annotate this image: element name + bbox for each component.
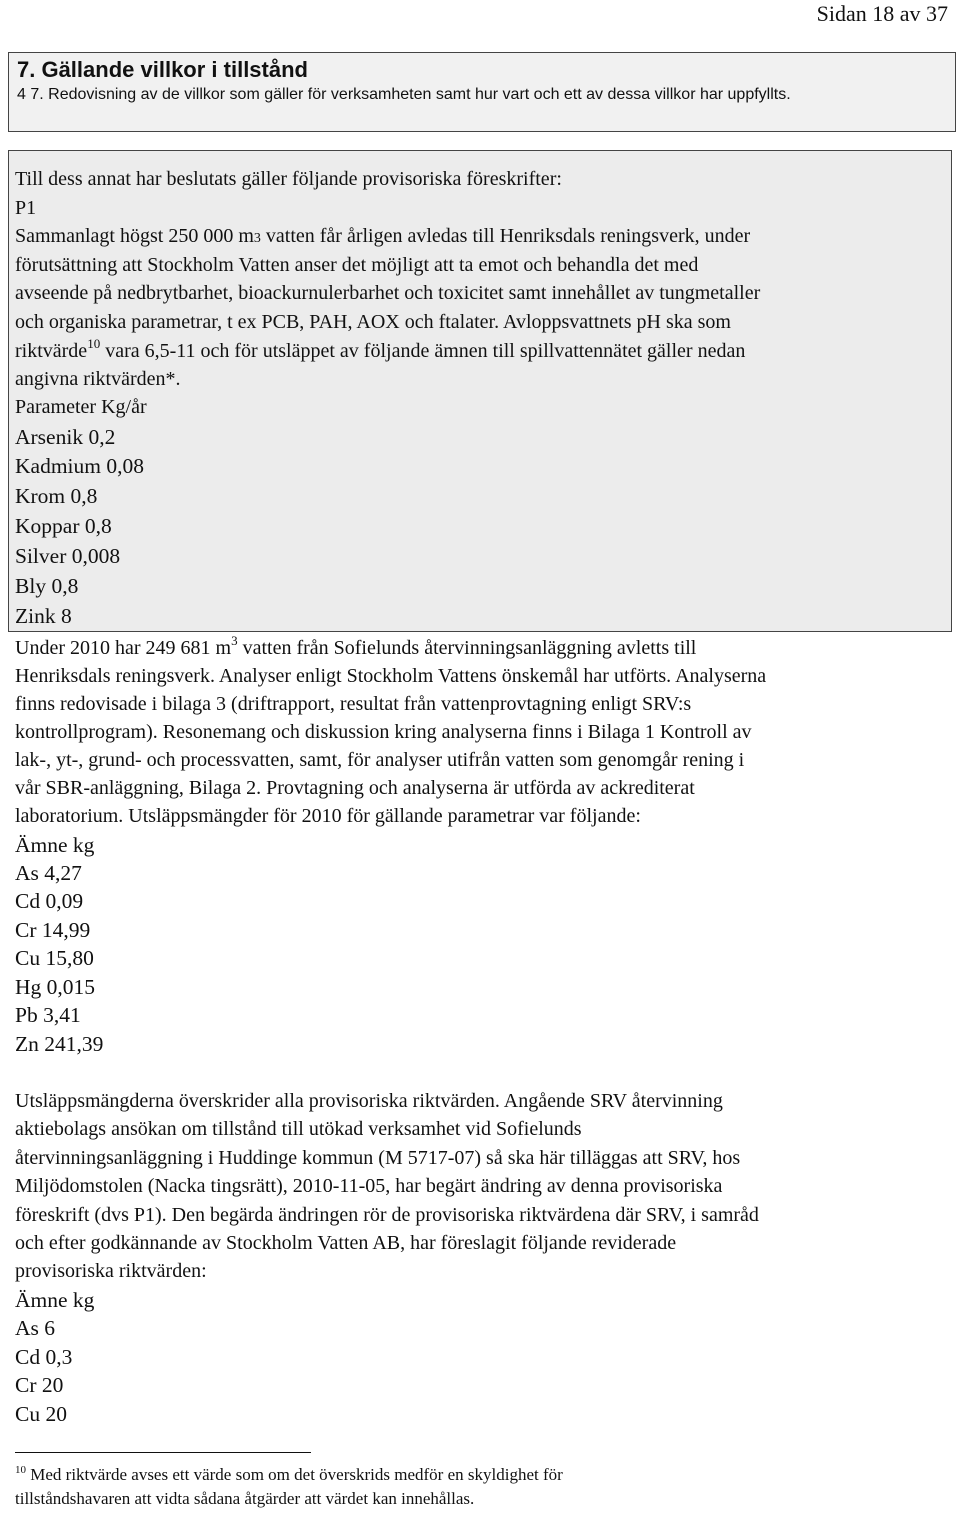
condition-line: riktvärde$^{10}$ vara 6,5-11 och för utsläppet av följande ämnen till spillvattennätet gäller nedan bbox=[15, 336, 746, 362]
body-line: aktiebolags ansökan om tillstånd till utökad verksamhet vid Sofielunds bbox=[15, 1118, 582, 1140]
condition-label: P1 bbox=[15, 197, 37, 219]
revised-row: Cu 20 bbox=[15, 1402, 67, 1426]
emission-row: Cu 15,80 bbox=[15, 946, 94, 970]
parameter-table-header: Parameter Kg/år bbox=[15, 396, 147, 418]
body-line: och efter godkännande av Stockholm Vatten AB, har föreslagit följande reviderade bbox=[15, 1232, 677, 1254]
emission-row: Cr 14,99 bbox=[15, 918, 91, 942]
emission-row: Pb 3,41 bbox=[15, 1003, 81, 1027]
section-title: 7. Gällande villkor i tillstånd bbox=[17, 57, 308, 82]
parameter-row: Silver 0,008 bbox=[15, 544, 121, 568]
body-line: Miljödomstolen (Nacka tingsrätt), 2010-11-05, har begärt ändring av denna provisoriska bbox=[15, 1175, 723, 1197]
condition-line: avseende på nedbrytbarhet, bioackurnulerbarhet och toxicitet samt innehållet av tungmetaller bbox=[15, 282, 761, 304]
body-line: vår SBR-anläggning, Bilaga 2. Provtagning och analyserna är utförda av ackrediterat bbox=[15, 777, 695, 799]
revised-header: Ämne kg bbox=[15, 1288, 95, 1312]
condition-line: angivna riktvärden*. bbox=[15, 368, 181, 390]
condition-line: förutsättning att Stockholm Vatten anser det möjligt att ta emot och behandla det med bbox=[15, 254, 699, 276]
parameter-row: Koppar 0,8 bbox=[15, 514, 112, 538]
conditions-intro: Till dess annat har beslutats gäller följande provisoriska föreskrifter: bbox=[15, 168, 562, 190]
body-line: provisoriska riktvärden: bbox=[15, 1260, 207, 1282]
body-line: kontrollprogram). Resonemang och diskussion kring analyserna finns i Bilaga 1 Kontroll av bbox=[15, 721, 752, 743]
emission-row: Hg 0,015 bbox=[15, 975, 96, 999]
revised-row: Cr 20 bbox=[15, 1373, 64, 1397]
body-line: laboratorium. Utsläppsmängder för 2010 för gällande parametrar var följande: bbox=[15, 805, 641, 827]
body-line: återvinningsanläggning i Huddinge kommun (M 5717-07) så ska här tilläggas att SRV, hos bbox=[15, 1147, 741, 1169]
footnote-number: 10 bbox=[15, 1464, 26, 1476]
emission-row: Zn 241,39 bbox=[15, 1032, 104, 1056]
parameter-row: Zink 8 bbox=[15, 604, 72, 628]
emissions-header: Ämne kg bbox=[15, 833, 95, 857]
page-number: Sidan 18 av 37 bbox=[816, 1, 948, 26]
body-line: föreskrift (dvs P1). Den begärda ändringen rör de provisoriska riktvärdena där SRV, i samråd bbox=[15, 1204, 759, 1226]
body-line: finns redovisade i bilaga 3 (driftrapport, resultat från vattenprovtagning enligt SRV:s bbox=[15, 693, 692, 715]
section-subtitle: 4 7. Redovisning av de villkor som gäller för verksamheten samt hur vart och ett av dessa villkor har uppfyllts. bbox=[17, 86, 791, 103]
emission-row: Cd 0,09 bbox=[15, 889, 84, 913]
body-line: lak-, yt-, grund- och processvatten, samt, för analyser utifrån vatten som genomgår rening i bbox=[15, 749, 745, 771]
body-line: Under 2010 har 249 681 $m^3$ vatten från Sofielunds återvinningsanläggning avletts till bbox=[15, 633, 697, 659]
condition-line: Sammanlagt högst 250 000 m3 vatten får årligen avledas till Henriksdals reningsverk, under bbox=[15, 225, 751, 247]
revised-row: As 6 bbox=[15, 1316, 56, 1340]
parameter-row: Arsenik 0,2 bbox=[15, 425, 116, 449]
parameter-row: Kadmium 0,08 bbox=[15, 454, 144, 478]
emission-row: As 4,27 bbox=[15, 861, 82, 885]
footnote-line: tillståndshavaren att vidta sådana åtgärder att värdet kan innehållas. bbox=[15, 1489, 475, 1508]
footnote-ref: 10 bbox=[87, 336, 101, 351]
footnote-separator bbox=[15, 1452, 311, 1453]
parameter-row: Krom 0,8 bbox=[15, 484, 98, 508]
condition-line: och organiska parametrar, t ex PCB, PAH, AOX och ftalater. Avloppsvattnets pH ska som bbox=[15, 311, 731, 333]
body-line: Utsläppsmängderna överskrider alla provisoriska riktvärden. Angående SRV återvinning bbox=[15, 1090, 723, 1112]
revised-row: Cd 0,3 bbox=[15, 1345, 73, 1369]
footnote-line: $^{10}$ Med riktvärde avses ett värde som om det överskrids medför en skyldighet för bbox=[15, 1464, 563, 1484]
parameter-row: Bly 0,8 bbox=[15, 574, 79, 598]
body-line: Henriksdals reningsverk. Analyser enligt Stockholm Vattens önskemål har utförts. Analyserna bbox=[15, 665, 767, 687]
section-header-box bbox=[8, 52, 956, 132]
